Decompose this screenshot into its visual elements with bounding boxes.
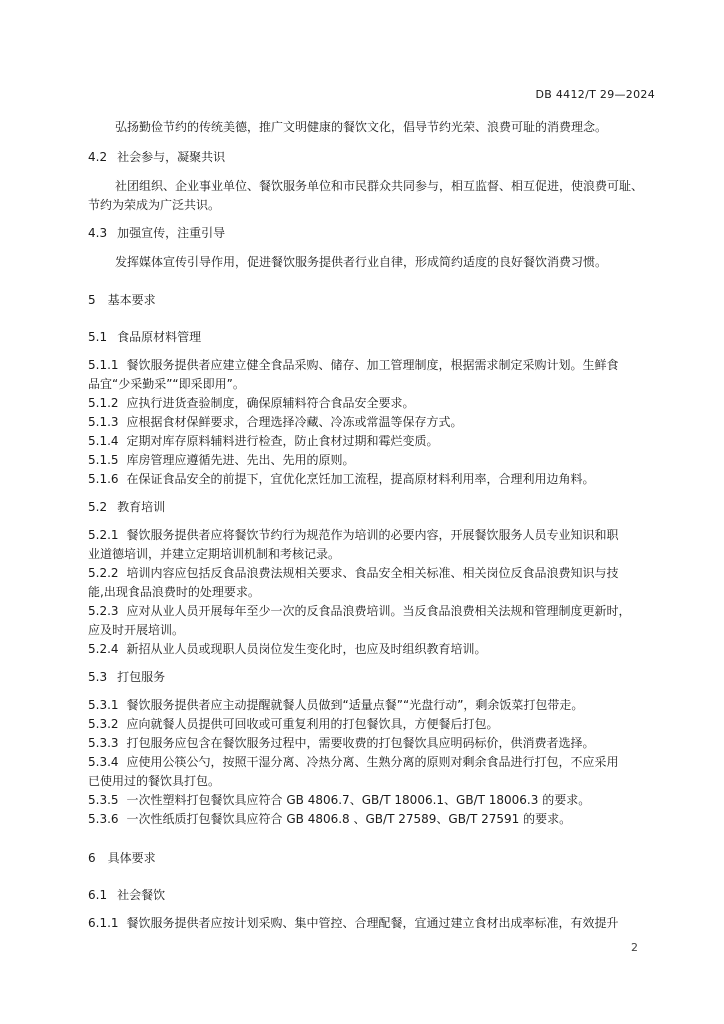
clause-5-1-6: 5.1.6 在保证食品安全的前提下，宜优化烹饪加工流程，提高原材料利用率，合理利用边角料。 xyxy=(88,472,595,486)
section-heading-6-1: 6.1 社会餐饮 xyxy=(88,888,166,902)
clause-5-1-2: 5.1.2 应执行进货查验制度，确保原辅料符合食品安全要求。 xyxy=(88,396,415,410)
paragraph-line: 业道德培训，并建立定期培训机制和考核记录。 xyxy=(88,547,341,561)
clause-5-1-3: 5.1.3 应根据食材保鲜要求，合理选择冷藏、冷冻或常温等保存方式。 xyxy=(88,415,463,429)
section-heading-5-2: 5.2 教育培训 xyxy=(88,500,166,514)
clause-5-2-4: 5.2.4 新招从业人员或现职人员岗位发生变化时，也应及时组织教育培训。 xyxy=(88,642,487,656)
section-heading-5-3: 5.3 打包服务 xyxy=(88,670,166,684)
clause-5-1-4: 5.1.4 定期对库存原料辅料进行检查，防止食材过期和霉烂变质。 xyxy=(88,434,439,448)
clause-5-3-3: 5.3.3 打包服务应包含在餐饮服务过程中，需要收费的打包餐饮具应明码标价，供消费者选择。 xyxy=(88,736,595,750)
paragraph-line: 弘扬勤俭节约的传统美德，推广文明健康的餐饮文化，倡导节约光荣、浪费可耻的消费理念。 xyxy=(115,120,608,134)
paragraph-line: 发挥媒体宣传引导作用，促进餐饮服务提供者行业自律，形成简约适度的良好餐饮消费习惯。 xyxy=(115,255,608,269)
section-heading-5-1: 5.1 食品原材料管理 xyxy=(88,330,202,344)
clause-5-3-5: 5.3.5 一次性塑料打包餐饮具应符合 GB 4806.7、GB/T 18006.1、GB/T 18006.3 的要求。 xyxy=(88,793,591,807)
document-code: DB 4412/T 29—2024 xyxy=(535,88,655,101)
section-heading-4-2: 4.2 社会参与，凝聚共识 xyxy=(88,150,226,164)
section-heading-4-3: 4.3 加强宣传，注重引导 xyxy=(88,226,226,240)
chapter-heading-5: 5 基本要求 xyxy=(88,293,156,307)
clause-5-3-1: 5.3.1 餐饮服务提供者应主动提醒就餐人员做到“适量点餐”“光盘行动”，剩余饭菜打包带走。 xyxy=(88,698,584,712)
clause-6-1-1: 6.1.1 餐饮服务提供者应按计划采购、集中管控、合理配餐，宜通过建立食材出成率标准，有效提升 xyxy=(88,916,619,930)
clause-5-3-6: 5.3.6 一次性纸质打包餐饮具应符合 GB 4806.8 、GB/T 27589、GB/T 27591 的要求。 xyxy=(88,812,572,826)
paragraph-line: 社团组织、企业事业单位、餐饮服务单位和市民群众共同参与，相互监督、相互促进，使浪费可耻、 xyxy=(115,179,644,193)
clause-5-1-5: 5.1.5 库房管理应遵循先进、先出、先用的原则。 xyxy=(88,453,355,467)
paragraph-line: 已使用过的餐饮具打包。 xyxy=(88,774,221,788)
clause-5-2-2: 5.2.2 培训内容应包括反食品浪费法规相关要求、食品安全相关标准、相关岗位反食品浪费知识与技 xyxy=(88,566,619,580)
paragraph-line: 能,出现食品浪费时的处理要求。 xyxy=(88,585,260,599)
paragraph-line: 应及时开展培训。 xyxy=(88,623,185,637)
paragraph-line: 品宜“少采勤采”“即采即用”。 xyxy=(88,377,245,391)
clause-5-1-1: 5.1.1 餐饮服务提供者应建立健全食品采购、储存、加工管理制度，根据需求制定采购计划。生鲜食 xyxy=(88,358,619,372)
page-number: 2 xyxy=(631,941,638,954)
clause-5-2-3: 5.2.3 应对从业人员开展每年至少一次的反食品浪费培训。当反食品浪费相关法规和管理制度更新时， xyxy=(88,604,631,618)
clause-5-3-4: 5.3.4 应使用公筷公勺，按照干湿分离、冷热分离、生熟分离的原则对剩余食品进行打包，不应采用 xyxy=(88,755,619,769)
clause-5-2-1: 5.2.1 餐饮服务提供者应将餐饮节约行为规范作为培训的必要内容，开展餐饮服务人员专业知识和职 xyxy=(88,528,619,542)
chapter-heading-6: 6 具体要求 xyxy=(88,851,156,865)
paragraph-line: 节约为荣成为广泛共识。 xyxy=(88,198,221,212)
clause-5-3-2: 5.3.2 应向就餐人员提供可回收或可重复利用的打包餐饮具，方便餐后打包。 xyxy=(88,717,499,731)
